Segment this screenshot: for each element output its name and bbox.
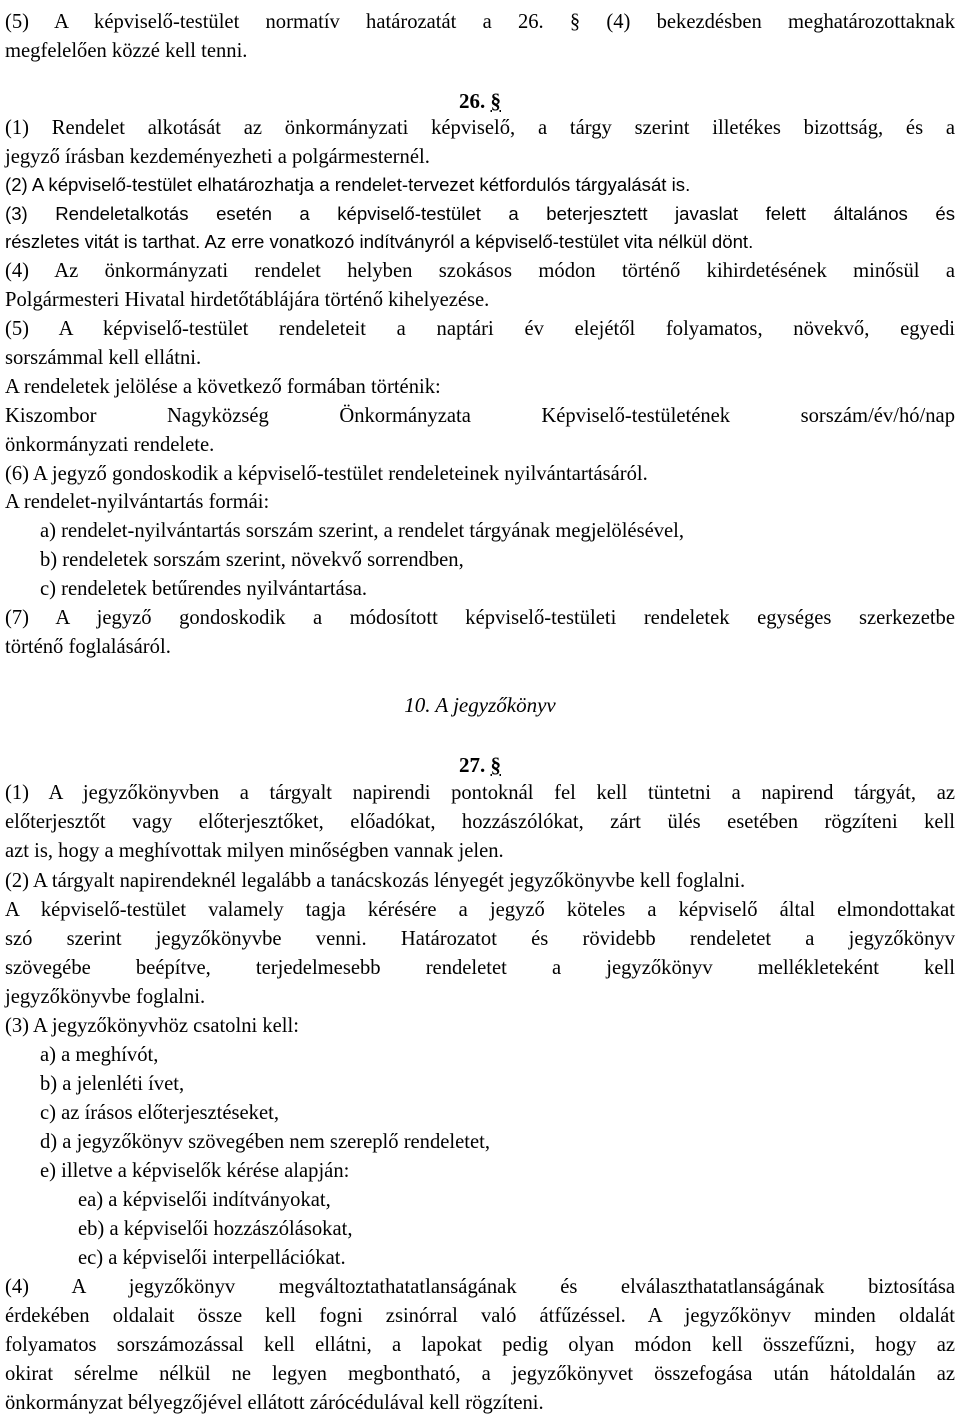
paragraph-line: (3) Rendeletalkotás esetén a képviselő-testület a beterjesztett javaslat felett általános és (5, 203, 955, 224)
paragraph-line: azt is, hogy a meghívottak milyen minőségben vannak jelen. (5, 840, 504, 862)
list-item: a) a meghívót, (40, 1044, 159, 1066)
paragraph-line: szövegébe beépítve, terjedelmesebb rendeletet a jegyzőkönyv mellékleteként kell (5, 957, 955, 979)
paragraph-line: (2) A tárgyalt napirendeknél legalább a tanácskozás lényegét jegyzőkönyvbe kell foglalni. (5, 870, 746, 892)
paragraph-line: (1) A jegyzőkönyvben a tárgyalt napirendi pontoknál fel kell tüntetni a napirend tárgyát, az (5, 782, 955, 804)
paragraph-line: részletes vitát is tarthat. Az erre vonatkozó indítványról a képviselő-testület vita nélkül dönt. (5, 231, 754, 252)
section-heading-26 (0, 89, 960, 113)
list-item: a) rendelet-nyilvántartás sorszám szerint, a rendelet tárgyának megjelölésével, (40, 520, 685, 542)
section-sign-icon: § (490, 753, 501, 777)
paragraph-line: Kiszombor Nagyközség Önkormányzata Képviselő-testületének sorszám/év/hó/nap (5, 405, 955, 427)
list-item: e) illetve a képviselők kérése alapján: (40, 1160, 350, 1182)
list-item: c) rendeletek betűrendes nyilvántartása. (40, 578, 368, 600)
paragraph-line: történő foglalásáról. (5, 636, 171, 658)
section-heading-27 (0, 753, 960, 777)
paragraph-line: (4) A jegyzőkönyv megváltoztathatatlanságának és elválaszthatatlanságának biztosítása (5, 1276, 955, 1298)
paragraph-line: A képviselő-testület valamely tagja kérésére a jegyző köteles a képviselő által elmondottakat (5, 899, 955, 921)
list-item: b) rendeletek sorszám szerint, növekvő sorrendben, (40, 549, 464, 571)
list-item: ea) a képviselői indítványokat, (78, 1189, 331, 1211)
paragraph-line: Polgármesteri Hivatal hirdetőtáblájára történő kihelyezése. (5, 289, 490, 311)
section-number: 27. (459, 753, 486, 777)
paragraph-line: jegyzőkönyvbe foglalni. (5, 986, 206, 1008)
paragraph-line: sorszámmal kell ellátni. (5, 347, 202, 369)
section-number: 26. (459, 89, 486, 113)
paragraph-line: jegyző írásban kezdeményezheti a polgármesternél. (5, 146, 430, 168)
list-item: b) a jelenléti ívet, (40, 1073, 185, 1095)
paragraph-line: (5) A képviselő-testület normatív határozatát a 26. § (4) bekezdésben meghatározottaknak (5, 11, 955, 33)
paragraph-line: okirat sérelme nélkül ne legyen megbontható, a jegyzőkönyvet összefogása után hátoldalán az (5, 1363, 955, 1385)
chapter-title: 10. A jegyzőkönyv (404, 693, 556, 717)
paragraph-line: önkormányzati rendelete. (5, 434, 215, 456)
paragraph-line: (3) A jegyzőkönyvhöz csatolni kell: (5, 1015, 299, 1037)
paragraph-line: önkormányzat bélyegzőjével ellátott zárócédulával kell rögzíteni. (5, 1392, 544, 1414)
paragraph-line: megfelelően közzé kell tenni. (5, 40, 248, 62)
paragraph-line: A rendeletek jelölése a következő formában történik: (5, 376, 441, 398)
list-item: d) a jegyzőkönyv szövegében nem szereplő rendeletet, (40, 1131, 491, 1153)
list-item: ec) a képviselői interpellációkat. (78, 1247, 346, 1269)
section-sign-icon: § (490, 89, 501, 113)
paragraph-line: folyamatos sorszámozással kell ellátni, a lapokat pedig olyan módon kell összefűzni, hogy az (5, 1334, 955, 1356)
paragraph-line: A rendelet-nyilvántartás formái: (5, 491, 270, 513)
paragraph-line: (4) Az önkormányzati rendelet helyben szokásos módon történő kihirdetésének minősül a (5, 260, 955, 282)
paragraph-line: előterjesztőt vagy előterjesztőket, előadókat, hozzászólókat, zárt ülés esetében rögzíteni kell (5, 811, 955, 833)
list-item: eb) a képviselői hozzászólásokat, (78, 1218, 353, 1240)
paragraph-line: érdekében oldalait össze kell fogni zsinórral való átfűzéssel. A jegyzőkönyv minden oldalát (5, 1305, 955, 1327)
paragraph-line: szó szerint jegyzőkönyvbe venni. Határozatot és rövidebb rendeletet a jegyzőkönyv (5, 928, 955, 950)
paragraph-line: (5) A képviselő-testület rendeleteit a naptári év elejétől folyamatos, növekvő, egyedi (5, 318, 955, 340)
list-item: c) az írásos előterjesztéseket, (40, 1102, 279, 1124)
paragraph-line: (1) Rendelet alkotását az önkormányzati képviselő, a tárgy szerint illetékes bizottság, és a (5, 117, 955, 139)
paragraph-line: (2) A képviselő-testület elhatározhatja a rendelet-tervezet kétfordulós tárgyalását is. (5, 174, 691, 195)
paragraph-line: (6) A jegyző gondoskodik a képviselő-testület rendeleteinek nyilvántartásáról. (5, 463, 648, 485)
paragraph-line: (7) A jegyző gondoskodik a módosított képviselő-testületi rendeletek egységes szerkezetbe (5, 607, 955, 629)
